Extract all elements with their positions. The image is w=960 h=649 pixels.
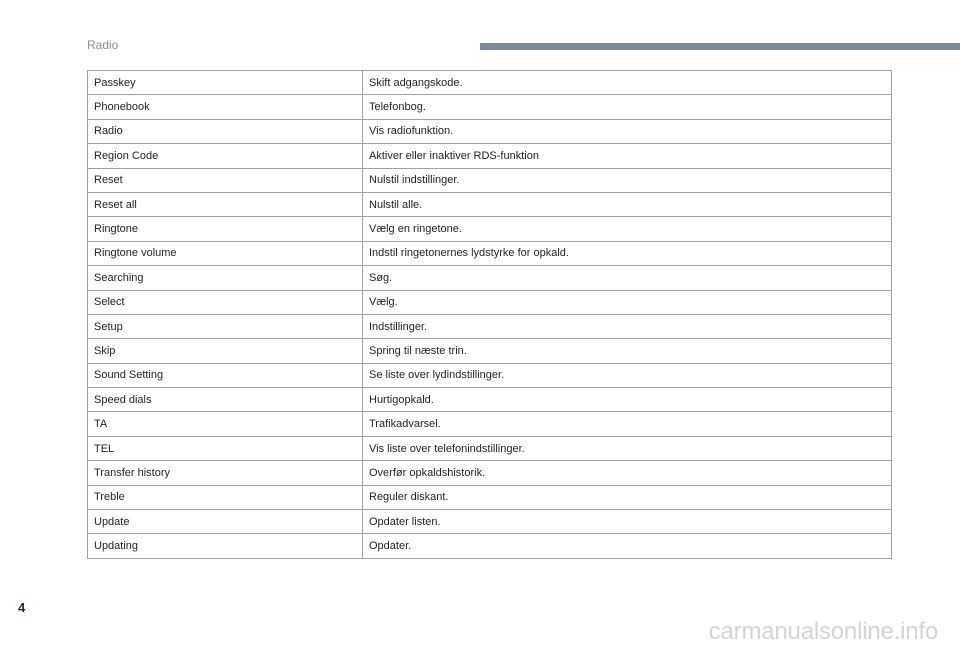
term-cell: TA [88,412,363,436]
definition-cell: Opdater. [363,534,892,558]
table-row [88,266,892,290]
term-cell: Transfer history [88,461,363,485]
definition-cell: Opdater listen. [363,510,892,534]
table-row [88,192,892,216]
definition-cell: Vis liste over telefonindstillinger. [363,436,892,460]
page-number: 4 [18,600,26,615]
table-row [88,241,892,265]
term-cell: Setup [88,314,363,338]
term-cell: Passkey [88,71,363,95]
definition-cell: Indstil ringetonernes lydstyrke for opkald. [363,241,892,265]
definition-cell: Reguler diskant. [363,485,892,509]
term-cell: Skip [88,339,363,363]
term-cell: Searching [88,266,363,290]
table-row [88,217,892,241]
table-row [88,71,892,95]
table-row [88,388,892,412]
definition-cell: Spring til næste trin. [363,339,892,363]
definition-cell: Vælg en ringetone. [363,217,892,241]
term-cell: Ringtone [88,217,363,241]
table-row [88,95,892,119]
section-title: Radio [87,38,119,52]
table-row [88,363,892,387]
term-cell: Updating [88,534,363,558]
term-cell: Ringtone volume [88,241,363,265]
term-cell: Select [88,290,363,314]
definition-cell: Indstillinger. [363,314,892,338]
definition-cell: Aktiver eller inaktiver RDS-funktion [363,144,892,168]
term-cell: Region Code [88,144,363,168]
definition-cell: Nulstil alle. [363,192,892,216]
table-row [88,168,892,192]
definition-cell: Trafikadvarsel. [363,412,892,436]
table-row [88,534,892,558]
watermark: carmanualsonline.info [708,618,938,645]
table-row [88,461,892,485]
table-row [88,339,892,363]
definition-cell: Vælg. [363,290,892,314]
term-cell: Update [88,510,363,534]
term-cell: Radio [88,119,363,143]
definition-cell: Hurtigopkald. [363,388,892,412]
definition-cell: Skift adgangskode. [363,71,892,95]
section-header-bar [480,43,960,50]
table-row [88,119,892,143]
definition-cell: Søg. [363,266,892,290]
definition-cell: Telefonbog. [363,95,892,119]
table-row [88,314,892,338]
term-cell: Reset [88,168,363,192]
definition-cell: Vis radiofunktion. [363,119,892,143]
glossary-table [87,70,892,559]
term-cell: Sound Setting [88,363,363,387]
term-cell: Phonebook [88,95,363,119]
definition-cell: Se liste over lydindstillinger. [363,363,892,387]
table-row [88,412,892,436]
term-cell: Reset all [88,192,363,216]
term-cell: TEL [88,436,363,460]
term-cell: Treble [88,485,363,509]
definition-cell: Nulstil indstillinger. [363,168,892,192]
table-row [88,510,892,534]
table-row [88,485,892,509]
glossary-table-body [88,71,892,559]
table-row [88,436,892,460]
term-cell: Speed dials [88,388,363,412]
definition-cell: Overfør opkaldshistorik. [363,461,892,485]
table-row [88,290,892,314]
table-row [88,144,892,168]
